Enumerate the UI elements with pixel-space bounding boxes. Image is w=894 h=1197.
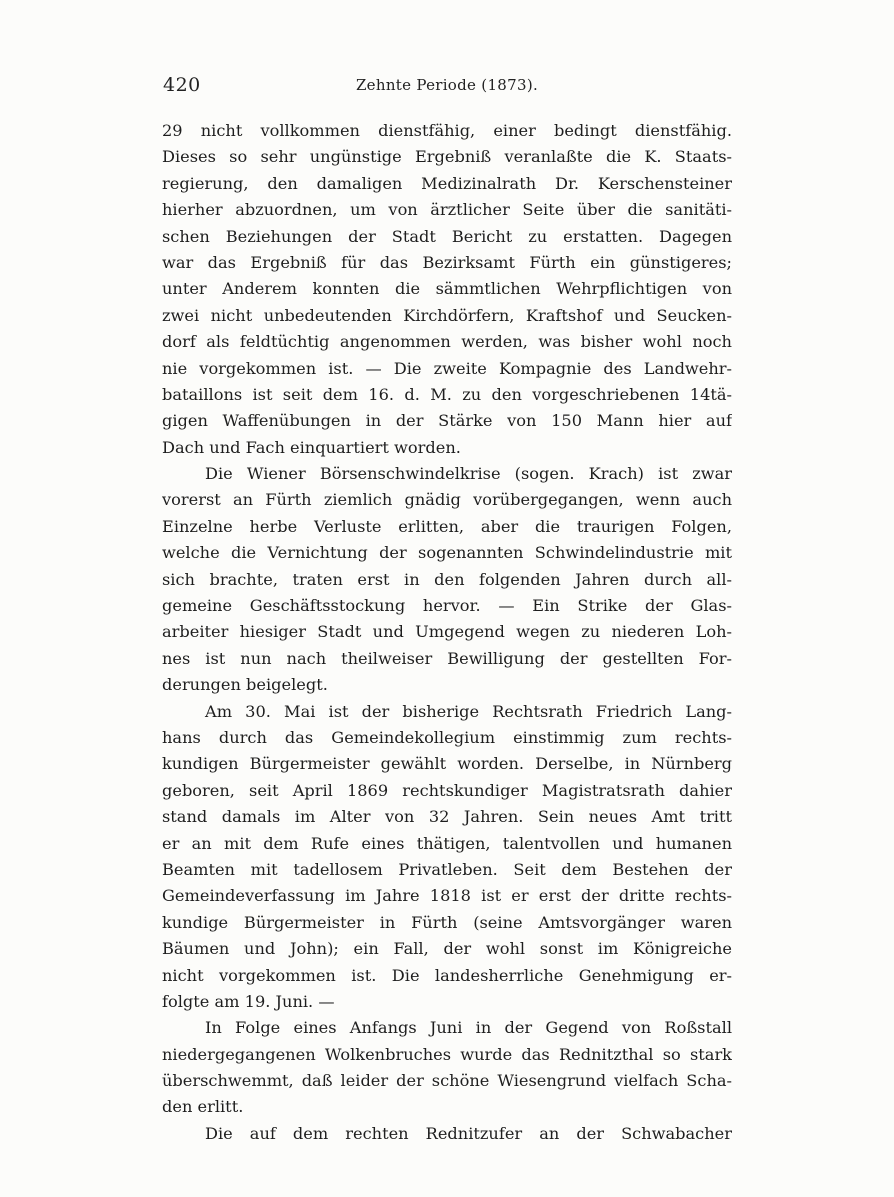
text-line: zwei nicht unbedeutenden Kirchdörfern, Kraftshof und Seucken- [162, 305, 732, 325]
text-line: Die Wiener Börsenschwindelkrise (sogen. Krach) ist zwar [205, 464, 732, 484]
text-line: gigen Waffenübungen in der Stärke von 150 Mann hier auf [162, 411, 732, 431]
text-line: folgte am 19. Juni. — [162, 991, 335, 1011]
text-line: Gemeindeverfassung im Jahre 1818 ist er erst der dritte rechts- [162, 886, 732, 906]
text-line: war das Ergebniß für das Bezirksamt Fürth ein günstigeres; [162, 252, 732, 272]
text-line: regierung, den damaligen Medizinalrath Dr. Kerschensteiner [162, 173, 732, 193]
text-line: Beamten mit tadellosem Privatleben. Seit dem Bestehen der [162, 859, 732, 879]
text-line: vorerst an Fürth ziemlich gnädig vorübergegangen, wenn auch [162, 490, 732, 510]
text-line: überschwemmt, daß leider der schöne Wiesengrund vielfach Scha- [162, 1071, 732, 1091]
text-line: kundige Bürgermeister in Fürth (seine Amtsvorgänger waren [162, 912, 732, 932]
text-line: niedergegangenen Wolkenbruches wurde das Rednitzthal so stark [162, 1044, 732, 1064]
text-line: unter Anderem konnten die sämmtlichen Wehrpflichtigen von [162, 279, 732, 299]
text-line: er an mit dem Rufe eines thätigen, talentvollen und humanen [162, 833, 732, 853]
text-line: Dach und Fach einquartiert worden. [162, 437, 461, 457]
text-line: Dieses so sehr ungünstige Ergebniß veranlaßte die K. Staats- [162, 147, 732, 167]
text-line: sich brachte, traten erst in den folgenden Jahren durch all- [162, 569, 732, 589]
text-line: den erlitt. [162, 1097, 244, 1117]
text-line: In Folge eines Anfangs Juni in der Gegend von Roßstall [205, 1018, 732, 1038]
text-line: nes ist nun nach theilweiser Bewilligung der gestellten For- [162, 648, 732, 668]
page-number: 420 [163, 74, 201, 96]
text-line: dorf als feldtüchtig angenommen werden, was bisher wohl noch [162, 332, 732, 352]
text-line: Die auf dem rechten Rednitzufer an der Schwabacher [205, 1123, 732, 1143]
text-line: derungen beigelegt. [162, 675, 328, 695]
text-line: schen Beziehungen der Stadt Bericht zu erstatten. Dagegen [162, 226, 732, 246]
text-line: hans durch das Gemeindekollegium einstimmig zum rechts- [162, 727, 732, 747]
body-text [162, 118, 732, 1147]
text-line: welche die Vernichtung der sogenannten Schwindelindustrie mit [162, 543, 732, 563]
text-line: gemeine Geschäftsstockung hervor. — Ein Strike der Glas- [162, 596, 732, 616]
text-line: Am 30. Mai ist der bisherige Rechtsrath Friedrich Lang- [205, 701, 732, 721]
text-line: arbeiter hiesiger Stadt und Umgegend wegen zu niederen Loh- [162, 622, 732, 642]
text-line: geboren, seit April 1869 rechtskundiger Magistratsrath dahier [162, 780, 732, 800]
text-line: stand damals im Alter von 32 Jahren. Sein neues Amt tritt [162, 807, 732, 827]
text-line: kundigen Bürgermeister gewählt worden. Derselbe, in Nürnberg [162, 754, 732, 774]
text-line: hierher abzuordnen, um von ärztlicher Seite über die sanitäti- [162, 200, 732, 220]
text-line: nicht vorgekommen ist. Die landesherrliche Genehmigung er- [162, 965, 732, 985]
text-line: Einzelne herbe Verluste erlitten, aber die traurigen Folgen, [162, 516, 732, 536]
page-header [163, 74, 731, 104]
text-line: 29 nicht vollkommen dienstfähig, einer bedingt dienstfähig. [162, 121, 732, 140]
text-line: bataillons ist seit dem 16. d. M. zu den vorgeschriebenen 14tä- [162, 384, 732, 404]
running-title: Zehnte Periode (1873). [355, 76, 539, 94]
text-line: Bäumen und John); ein Fall, der wohl sonst im Königreiche [162, 939, 732, 959]
text-line: nie vorgekommen ist. — Die zweite Kompagnie des Landwehr- [162, 358, 732, 378]
